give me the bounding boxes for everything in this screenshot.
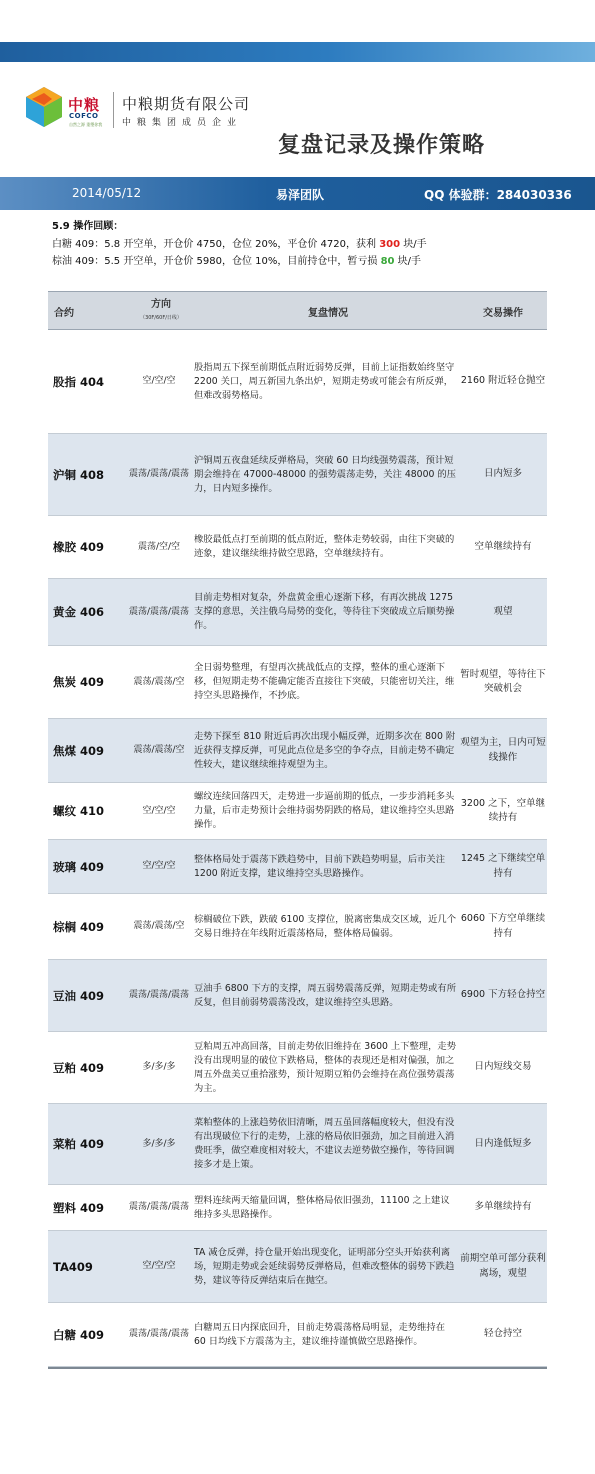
direction-cell: 震荡/空/空 <box>137 541 181 552</box>
table-row <box>48 719 547 783</box>
table-row <box>48 1032 547 1104</box>
direction-cell: 震荡/震荡/震荡 <box>128 1329 190 1339</box>
direction-cell: 震荡/震荡/震荡 <box>128 469 190 479</box>
table-row <box>48 960 547 1032</box>
table-row <box>48 840 547 894</box>
qq-group: QQ 体验群：284030336 <box>424 188 572 202</box>
profit-value: 300 <box>379 238 401 250</box>
analysis-cell: 目前走势相对复杂，外盘黄金重心逐渐下移，有再次挑战 1275 支撑的意思，关注俄乌局势的变化，等待往下突破成立后顺势操作。 <box>194 592 455 631</box>
contract-name: 豆粕 409 <box>53 1060 105 1075</box>
analysis-cell: 豆粕周五冲高回落，目前走势依旧维持在 3600 上下整理，走势没有出现明显的破位下跌格局，整体的表现还是相对偏强，加之周五外盘美豆重拾涨势，预计短期豆粕仍会维持在高位强势震荡为主。 <box>194 1040 456 1094</box>
cofco-logo-icon <box>24 85 64 129</box>
analysis-cell: 螺纹连续回落四天，走势进一步逼前期的低点，一步步消耗多头力量，后市走势预计会维持弱势阴跌的格局，建议维持空头思路操作。 <box>194 791 455 830</box>
direction-cell: 震荡/震荡/震荡 <box>128 606 190 617</box>
operation-cell: 空单继续持有 <box>474 540 532 552</box>
analysis-cell: 塑料连续两天缩量回调，整体格局依旧强劲，11100 之上建议维持多头思路操作。 <box>194 1194 450 1220</box>
strategy-table <box>48 291 547 1369</box>
team-name: 易泽团队 <box>276 188 325 202</box>
operation-cell: 2160 附近轻仓抛空 <box>460 375 546 387</box>
direction-cell: 震荡/震荡/空 <box>133 676 185 687</box>
direction-cell: 震荡/震荡/空 <box>133 745 185 755</box>
operation-cell: 观望 <box>493 605 513 617</box>
table-row <box>48 330 547 434</box>
direction-cell: 空/空/空 <box>142 376 176 386</box>
operation-cell: 日内短线交易 <box>474 1061 532 1073</box>
direction-cell: 空/空/空 <box>142 805 176 816</box>
operation-cell: 日内逢低短多 <box>474 1137 532 1149</box>
operation-cell: 1245 之下继续空单持有 <box>460 853 546 879</box>
info-bar <box>0 177 595 210</box>
contract-name: 玻璃 409 <box>53 859 105 874</box>
analysis-cell: 豆油手 6800 下方的支撑，周五弱势震荡反弹，短期走势或有所反复，但目前弱势震荡没改，建议维持空头思路。 <box>194 982 456 1008</box>
table-bottom-border <box>48 1367 547 1369</box>
report-date: 2014/05/12 <box>72 186 142 200</box>
table-row <box>48 1185 547 1231</box>
analysis-cell: 菜粕整体的上涨趋势依旧清晰，周五虽回落幅度较大，但没有没有出现破位下行的走势，上涨的格局依旧强劲，加之目前进入消费旺季，做空难度相对较大，不建议去逆势做空操作，等待回调接多才是上策。 <box>194 1117 455 1170</box>
contract-name: 黄金 406 <box>53 605 105 619</box>
analysis-cell: 棕榈破位下跌，跌破 6100 支撑位，脱离密集成交区域，近几个交易日维持在年线附近震荡格局，整体格局偏弱。 <box>194 913 456 939</box>
operation-cell: 前期空单可部分获利离场，观望 <box>460 1253 546 1279</box>
loss-value: 80 <box>380 256 395 267</box>
direction-cell: 震荡/震荡/震荡 <box>128 1202 190 1212</box>
review-line: 白糖 409：5.8 开空单，开仓价 4750，仓位 20%，平仓价 4720，获利 300 块/手 <box>52 238 427 250</box>
operation-review <box>52 218 552 271</box>
contract-name: 沪铜 408 <box>53 467 105 482</box>
header-operation: 交易操作 <box>483 308 523 319</box>
logo-english-text: COFCO <box>69 112 99 120</box>
operation-cell: 多单继续持有 <box>474 1201 532 1213</box>
analysis-cell: 橡胶最低点打至前期的低点附近，整体走势较弱，由往下突破的迹象，建议继续维持做空思路，空单继续持有。 <box>194 534 455 559</box>
operation-cell: 日内短多 <box>483 468 522 480</box>
contract-name: 白糖 409 <box>53 1327 105 1342</box>
direction-cell: 空/空/空 <box>142 861 176 871</box>
logo-tagline: 自然之源 重塑你我 <box>69 122 103 127</box>
direction-cell: 震荡/震荡/空 <box>133 921 185 931</box>
contract-name: TA409 <box>53 1259 93 1274</box>
document-title: 复盘记录及操作策略 <box>278 133 486 158</box>
direction-cell: 空/空/空 <box>142 1261 176 1271</box>
table-row <box>48 516 547 579</box>
table-row <box>48 894 547 960</box>
top-decorative-band <box>0 42 595 62</box>
analysis-cell: 整体格局处于震荡下跌趋势中，目前下跌趋势明显，后市关注 1200 附近支撑，建议维持空头思路操作。 <box>194 853 446 879</box>
analysis-cell: 白糖周五日内探底回升，目前走势震荡格局明显，走势维持在 60 日均线下方震荡为主，建议维持谨慎做空思路操作。 <box>194 1321 446 1347</box>
table-row <box>48 783 547 840</box>
header-analysis: 复盘情况 <box>308 308 348 319</box>
review-line: 棕油 409：5.5 开空单，开仓价 5980，仓位 10%，目前持仓中，暂亏损 80 块/手 <box>52 256 422 267</box>
analysis-cell: 沪铜周五夜盘延续反弹格局，突破 60 日均线强势震荡，预计短期会维持在 47000-48000 的强势震荡走势，关注 48000 的压力，日内短多操作。 <box>194 454 456 494</box>
table-row <box>48 1231 547 1303</box>
operation-cell: 6060 下方空单继续持有 <box>460 913 546 939</box>
contract-name: 菜粕 409 <box>53 1137 105 1151</box>
analysis-cell: 全日弱势整理，有望再次挑战低点的支撑，整体的重心逐渐下移，但短期走势不能确定能否直接往下突破，只能密切关注，维持空头思路操作，不抄底。 <box>194 662 455 701</box>
analysis-cell: 走势下探至 810 附近后再次出现小幅反弹，近期多次在 800 附近获得支撑反弹，可见此点位是多空的争夺点，目前走势不确定性较大，建议继续维持观望为主。 <box>194 730 456 770</box>
table-row <box>48 646 547 719</box>
operation-cell: 轻仓持空 <box>483 1328 522 1340</box>
table-row <box>48 579 547 646</box>
contract-name: 塑料 409 <box>53 1200 105 1215</box>
analysis-cell: 股指周五下探至前期低点附近弱势反弹，目前上证指数始终坚守 2200 关口，周五新国九条出炉，短期走势或可能会有所反弹，但难改弱势格局。 <box>194 361 455 401</box>
contract-name: 螺纹 410 <box>53 804 105 818</box>
operation-cell: 6900 下方轻仓持空 <box>460 989 546 1001</box>
contract-name: 豆油 409 <box>53 988 105 1003</box>
contract-name: 棕榈 409 <box>53 919 105 934</box>
operation-cell: 3200 之下，空单继续持有 <box>460 797 546 823</box>
header-contract: 合约 <box>54 308 74 319</box>
table-header <box>48 291 547 330</box>
table-row <box>48 1104 547 1185</box>
table-row <box>48 434 547 516</box>
header-direction-sub: （30F/60F/日线） <box>140 315 182 321</box>
company-subtitle: 中粮集团成员企业 <box>122 118 243 128</box>
operation-cell: 暂时观望，等待往下突破机会 <box>460 668 546 694</box>
logo-divider <box>113 92 114 128</box>
table-body <box>48 330 547 1367</box>
review-title: 5.9 操作回顾： <box>52 221 124 232</box>
direction-cell: 震荡/震荡/震荡 <box>128 990 190 1000</box>
table-row <box>48 1303 547 1367</box>
direction-cell: 多/多/多 <box>142 1062 176 1072</box>
contract-name: 橡胶 409 <box>53 540 105 554</box>
contract-name: 股指 404 <box>53 374 105 389</box>
company-name: 中粮期货有限公司 <box>122 95 251 113</box>
analysis-cell: TA 减仓反弹，持仓量开始出现变化，证明部分空头开始获利离场，短期走势或会延续弱势反弹格局，但难改整体的弱势下跌趋势，建议等待反弹结束后在抛空。 <box>194 1246 455 1286</box>
header-direction: 方向 <box>151 299 171 310</box>
direction-cell: 多/多/多 <box>142 1138 176 1149</box>
operation-cell: 观望为主，日内可短线操作 <box>460 737 546 763</box>
contract-name: 焦煤 409 <box>53 743 105 758</box>
contract-name: 焦炭 409 <box>53 675 105 689</box>
logo-chinese-text: 中粮 <box>68 96 101 114</box>
